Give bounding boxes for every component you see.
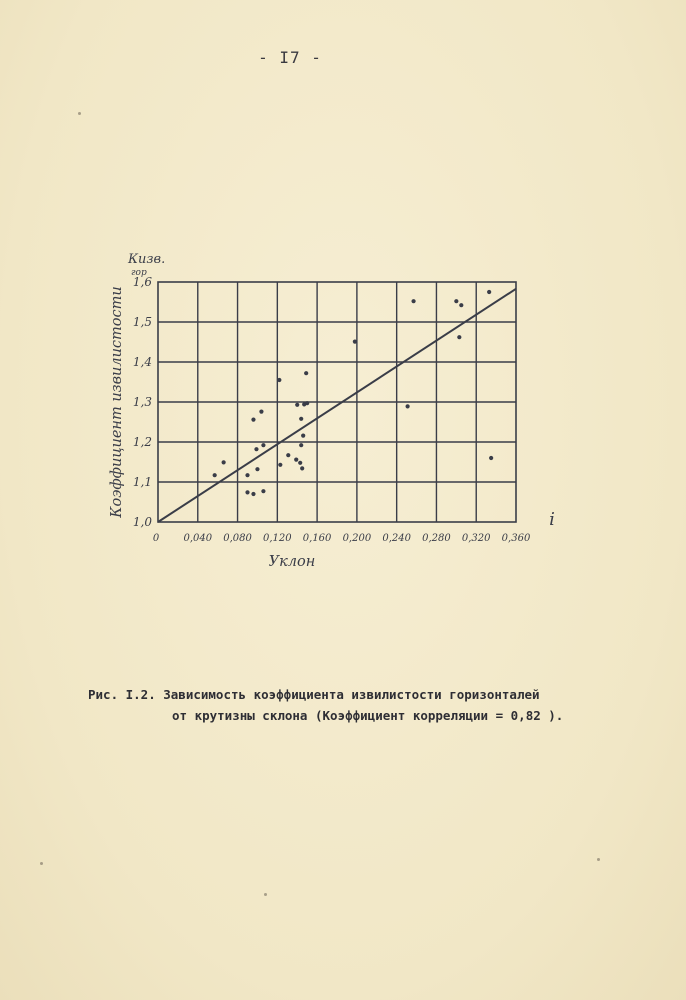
data-point xyxy=(406,404,410,408)
data-point xyxy=(301,434,305,438)
x-axis-label: Уклон xyxy=(268,554,316,570)
x-tick-label: 0,360 xyxy=(501,533,531,544)
data-point xyxy=(353,340,357,344)
x-tick-label: 0,040 xyxy=(183,533,213,544)
paper-speck xyxy=(78,112,81,115)
data-point xyxy=(294,458,298,462)
data-point xyxy=(222,460,226,464)
data-point xyxy=(259,410,263,414)
y-tick-label: 1,0 xyxy=(132,515,152,529)
data-point xyxy=(298,461,302,465)
paper-speck xyxy=(40,862,43,865)
data-point xyxy=(245,490,249,494)
y-tick-label: 1,2 xyxy=(132,435,152,449)
data-point xyxy=(261,489,265,493)
x-tick-label: 0,280 xyxy=(422,533,451,544)
data-point xyxy=(304,371,308,375)
y-tick-label: 1,5 xyxy=(132,315,152,329)
x-tick-label: 0,120 xyxy=(263,533,292,544)
data-point xyxy=(277,378,281,382)
data-point xyxy=(245,473,249,477)
paper-speck xyxy=(264,893,267,896)
x-axis-symbol: i xyxy=(549,509,555,530)
data-point xyxy=(278,463,282,467)
x-tick-label: 0,200 xyxy=(342,533,372,544)
data-point xyxy=(487,290,491,294)
y-tick-label: 1,6 xyxy=(132,275,152,289)
regression-line xyxy=(158,289,516,522)
data-point xyxy=(213,473,217,477)
data-point xyxy=(454,299,458,303)
x-tick-label: 0,160 xyxy=(302,533,332,544)
figure-caption xyxy=(88,684,648,726)
data-points xyxy=(213,290,494,496)
paper-speck xyxy=(597,858,600,861)
data-point xyxy=(261,443,265,447)
y-tick-label: 1,4 xyxy=(132,355,152,369)
x-tick-label: 0,240 xyxy=(382,533,411,544)
data-point xyxy=(295,403,299,407)
data-point xyxy=(255,467,259,471)
data-point xyxy=(299,443,303,447)
x-tick-label: 0,320 xyxy=(461,533,491,544)
data-point xyxy=(459,303,463,307)
y-tick-label: 1,3 xyxy=(132,395,152,409)
data-point xyxy=(286,453,290,457)
data-point xyxy=(489,456,493,460)
regression-line-layer xyxy=(158,289,516,522)
data-point xyxy=(457,335,461,339)
y-axis-label: Коэффициент извилистости xyxy=(109,286,125,518)
caption-line-1: Рис. I.2. Зависимость коэффициента извилистости горизонталей xyxy=(88,687,540,702)
caption-line-2: от крутизны склона (Коэффициент корреляции = 0,82 ). xyxy=(172,708,564,723)
data-point xyxy=(251,492,255,496)
y-tick-label: 1,1 xyxy=(132,475,152,489)
data-point xyxy=(305,401,309,405)
data-point xyxy=(411,299,415,303)
page-number: - I7 - xyxy=(258,48,322,67)
y-axis-symbol: Кизв. xyxy=(128,252,166,267)
origin-label: 0 xyxy=(152,533,160,544)
data-point xyxy=(300,466,304,470)
data-point xyxy=(254,447,258,451)
x-tick-label: 0,080 xyxy=(223,533,252,544)
data-point xyxy=(251,418,255,422)
y-axis-symbol-subscript: гор xyxy=(131,268,147,278)
data-point xyxy=(299,417,303,421)
